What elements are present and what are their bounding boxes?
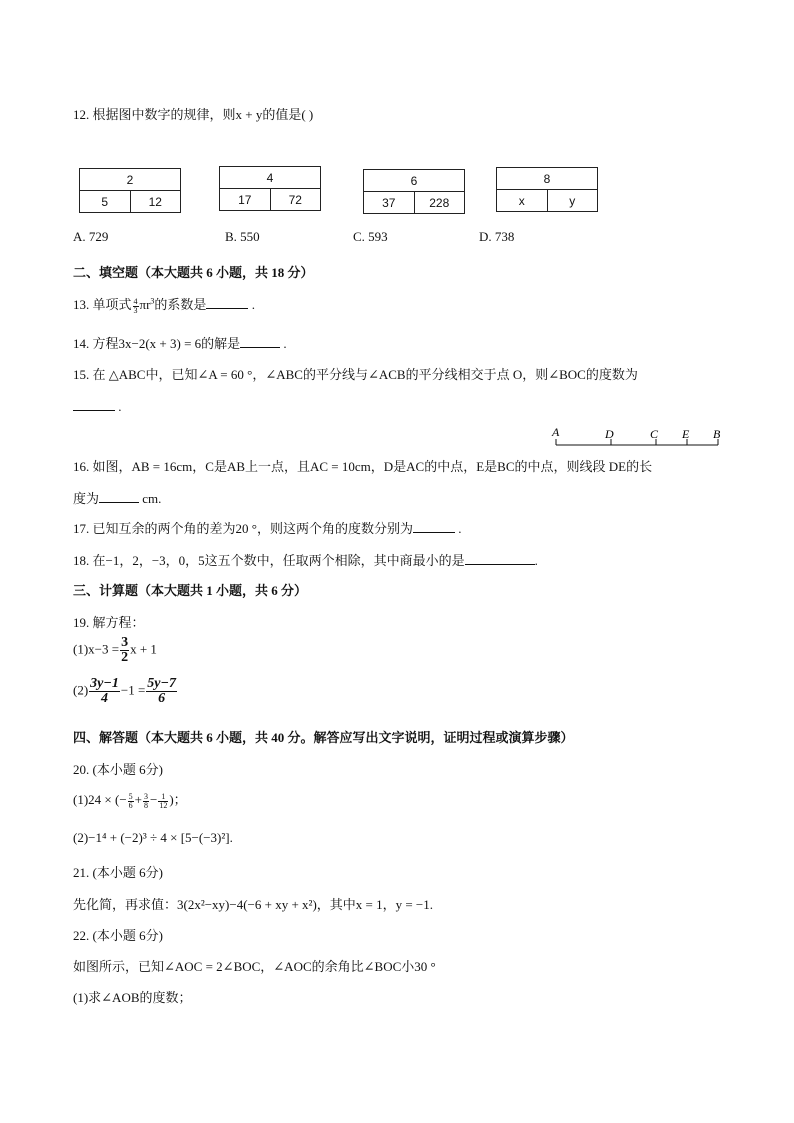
pattern-right-cell: 72 bbox=[270, 189, 321, 211]
answer-blank[interactable] bbox=[240, 335, 280, 348]
q19-part1 bbox=[73, 636, 157, 665]
q20-plus: + bbox=[134, 792, 142, 807]
q22-text: 如图所示，已知∠AOC = 2∠BOC，∠AOC的余角比∠BOC小30 ° bbox=[73, 959, 436, 974]
q19-p1-fraction bbox=[120, 636, 129, 665]
answer-blank[interactable] bbox=[73, 398, 115, 411]
q13-fraction bbox=[133, 298, 139, 315]
q19-p2-num1: 3y−1 bbox=[90, 676, 119, 691]
q20-f3-den: 12 bbox=[159, 800, 168, 810]
option-d: D. 738 bbox=[479, 229, 515, 244]
q20-fraction-1 bbox=[128, 793, 134, 810]
option-a: A. 729 bbox=[73, 229, 109, 244]
q19-stem: 19. 解方程： bbox=[73, 615, 145, 630]
q20-f1-den: 6 bbox=[128, 800, 133, 810]
pattern-right-cell: 12 bbox=[130, 191, 181, 213]
q22-stem: 22. (本小题 6分) bbox=[73, 928, 163, 943]
point-label-c: C bbox=[650, 427, 659, 441]
q18-text: 18. 在−1，2，−3，0，5这五个数中，任取两个相除，其中商最小的是 bbox=[73, 553, 465, 568]
q19-p1-post: x + 1 bbox=[130, 641, 157, 657]
q20-f2-num: 3 bbox=[144, 791, 148, 801]
q13-post: 的系数是 bbox=[154, 297, 207, 312]
q14 bbox=[73, 333, 287, 352]
q19-part2 bbox=[73, 677, 178, 706]
section-title-calculation: 三、计算题（本大题共 1 小题，共 6 分） bbox=[73, 583, 308, 598]
pattern-right-cell: 228 bbox=[414, 192, 465, 214]
option-c: C. 593 bbox=[353, 229, 388, 244]
q13 bbox=[73, 294, 255, 315]
q16-line2-post: cm. bbox=[139, 491, 162, 506]
q17-text: 17. 已知互余的两个角的差为20 °，则这两个角的度数分别为 bbox=[73, 521, 413, 536]
q22-part1: (1)求∠AOB的度数； bbox=[73, 990, 192, 1005]
q21-stem: 21. (本小题 6分) bbox=[73, 865, 163, 880]
pattern-left-cell: 5 bbox=[80, 191, 131, 213]
pattern-left-cell: x bbox=[497, 190, 548, 212]
q17-end: . bbox=[458, 521, 462, 536]
q19-p1-num: 3 bbox=[121, 635, 129, 650]
pattern-table-3 bbox=[363, 169, 465, 214]
answer-blank[interactable] bbox=[465, 552, 535, 565]
segment-diagram bbox=[548, 424, 728, 450]
q13-end: . bbox=[251, 297, 255, 312]
q16-line2-pre: 度为 bbox=[73, 491, 100, 506]
q20-fraction-3 bbox=[158, 793, 168, 810]
q20-p1-post: )； bbox=[169, 792, 187, 807]
q19-p2-pre: (2) bbox=[73, 682, 89, 698]
q13-exp: 3 bbox=[150, 296, 155, 306]
pattern-top-cell: 4 bbox=[220, 167, 321, 189]
answer-blank[interactable] bbox=[206, 296, 248, 309]
pattern-top-cell: 8 bbox=[497, 168, 598, 190]
q14-end: . bbox=[283, 336, 287, 351]
q19-p2-fraction-1 bbox=[89, 677, 120, 706]
q20-fraction-2 bbox=[143, 793, 149, 810]
pattern-table-2 bbox=[219, 166, 321, 211]
q19-p2-den1: 4 bbox=[101, 691, 109, 706]
q13-symbol: πr bbox=[139, 297, 151, 312]
q13-num: 4 bbox=[133, 296, 138, 306]
q15-text: 15. 在 △ABC中，已知∠A = 60 °，∠ABC的平分线与∠ACB的平分线相交于点 O，则∠BOC的度数为 bbox=[73, 367, 638, 382]
pattern-table-1 bbox=[79, 168, 181, 213]
point-label-b: B bbox=[713, 427, 721, 441]
section-title-answer: 四、解答题（本大题共 6 小题，共 40 分。解答应写出文字说明，证明过程或演算步骤） bbox=[73, 730, 574, 745]
q16-line2 bbox=[73, 488, 161, 507]
pattern-right-cell: y bbox=[547, 190, 598, 212]
q21-text: 先化简，再求值：3(2x²−xy)−4(−6 + xy + x²)，其中x = 1，y = −1. bbox=[73, 897, 434, 912]
q20-f1-num: 5 bbox=[128, 791, 133, 801]
q19-p1-den: 2 bbox=[121, 650, 129, 665]
q14-text: 14. 方程3x−2(x + 3) = 6的解是 bbox=[73, 336, 241, 351]
q19-p1-pre: (1)x−3 = bbox=[73, 641, 120, 657]
q19-p2-num2: 5y−7 bbox=[147, 676, 176, 691]
q19-p2-mid: −1 = bbox=[120, 682, 146, 698]
pattern-left-cell: 37 bbox=[364, 192, 415, 214]
q17 bbox=[73, 518, 461, 537]
pattern-table-4 bbox=[496, 167, 598, 212]
section-title-fill-in: 二、填空题（本大题共 6 小题，共 18 分） bbox=[73, 265, 314, 280]
q20-minus: − bbox=[150, 792, 158, 807]
q20-p1-pre: (1)24 × (− bbox=[73, 792, 127, 807]
answer-blank[interactable] bbox=[413, 520, 455, 533]
pattern-top-cell: 6 bbox=[364, 170, 465, 192]
q12-stem: 12. 根据图中数字的规律，则x + y的值是( ) bbox=[73, 107, 314, 122]
q20-stem: 20. (本小题 6分) bbox=[73, 762, 163, 777]
pattern-top-cell: 2 bbox=[80, 169, 181, 191]
q20-part2: (2)−1⁴ + (−2)³ ÷ 4 × [5−(−3)²]. bbox=[73, 830, 233, 845]
q18-end: . bbox=[534, 553, 538, 568]
q15-answer-line bbox=[73, 398, 122, 415]
point-label-d: D bbox=[605, 427, 614, 441]
q19-p2-den2: 6 bbox=[158, 691, 166, 706]
option-b: B. 550 bbox=[225, 229, 260, 244]
answer-blank[interactable] bbox=[99, 490, 139, 503]
q20-f2-den: 8 bbox=[144, 800, 148, 810]
q20-f3-num: 1 bbox=[158, 793, 168, 802]
q20-part1 bbox=[73, 789, 187, 810]
q16-line1: 16. 如图，AB = 16cm，C是AB上一点，且AC = 10cm，D是AC的中点，E是BC的中点，则线段 DE的长 bbox=[73, 459, 653, 474]
point-label-a: A bbox=[552, 425, 560, 439]
q13-pre: 13. 单项式 bbox=[73, 297, 132, 312]
pattern-left-cell: 17 bbox=[220, 189, 271, 211]
q18 bbox=[73, 550, 538, 569]
q13-den: 3 bbox=[133, 305, 138, 315]
q15-end: . bbox=[118, 399, 122, 414]
point-label-e: E bbox=[682, 427, 690, 441]
q19-p2-fraction-2 bbox=[146, 677, 177, 706]
